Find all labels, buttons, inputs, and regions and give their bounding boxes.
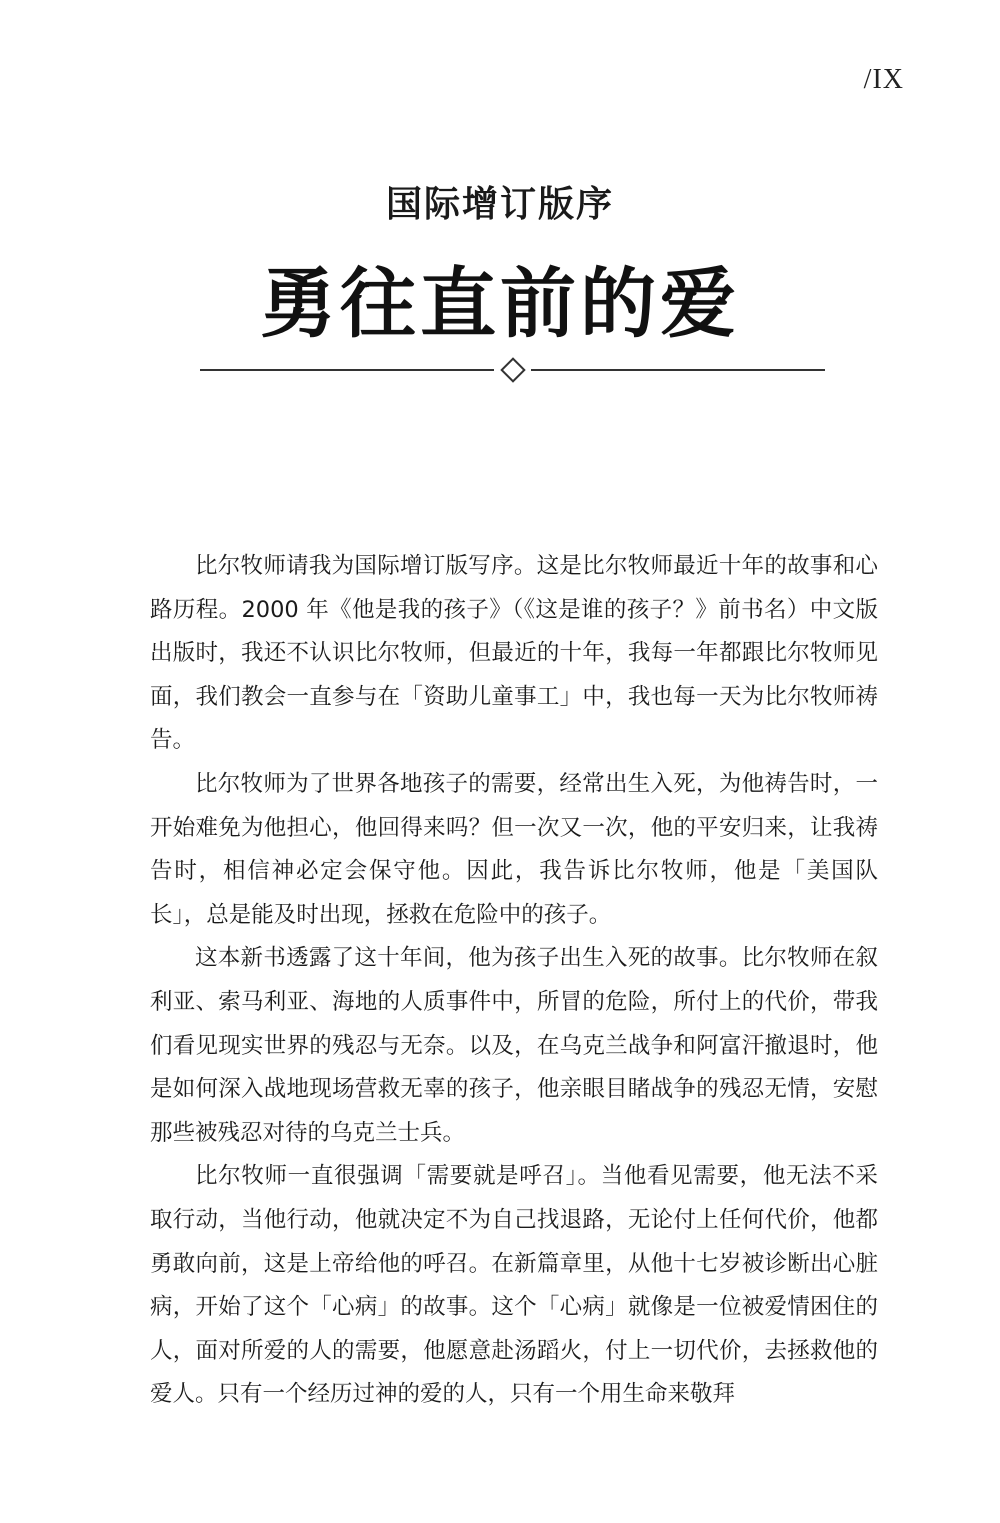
- divider-rule-left: [200, 369, 494, 371]
- paragraph-3: 这本新书透露了这十年间，他为孩子出生入死的故事。比尔牧师在叙利亚、索马利亚、海地的人质事件中，所冒的危险，所付上的代价，带我们看见现实世界的残忍与无奈。以及，在乌克兰战争和阿富汗撤退时，他是如何深入战地现场营救无辜的孩子，他亲眼目睹战争的残忍无情，安慰那些被残忍对待的乌克兰士兵。: [150, 945, 878, 1146]
- paragraph-4: 比尔牧师一直很强调「需要就是呼召」。当他看见需要，他无法不采取行动，当他行动，他就决定不为自己找退路，无论付上任何代价，他都勇敢向前，这是上帝给他的呼召。在新篇章里，从他十七岁被诊断出心脏病，开始了这个「心病」的故事。这个「心病」就像是一位被爱情困住的人，面对所爱的人的需要，他愿意赴汤蹈火，付上一切代价，去拯救他的爱人。只有一个经历过神的爱的人，只有一个用生命来敬拜: [150, 1163, 878, 1408]
- title-divider: [200, 356, 825, 384]
- divider-rule-right: [531, 369, 825, 371]
- paragraph-2: 比尔牧师为了世界各地孩子的需要，经常出生入死，为他祷告时，一开始难免为他担心，他回得来吗？但一次又一次，他的平安归来，让我祷告时，相信神必定会保守他。因此，我告诉比尔牧师，他是「美国队长」，总是能及时出现，拯救在危险中的孩子。: [150, 770, 878, 928]
- body-text: [150, 545, 878, 1417]
- diamond-icon: [500, 357, 525, 382]
- paragraph-1: 比尔牧师请我为国际增订版写序。这是比尔牧师最近十年的故事和心路历程。2000 年《他是我的孩子》（《这是谁的孩子？》前书名）中文版出版时，我还不认识比尔牧师，但最近的十年，我每一年都跟比尔牧师见面，我们教会一直参与在「资助儿童事工」中，我也每一天为比尔牧师祷告。: [150, 553, 878, 754]
- page-number: /IX: [863, 64, 904, 95]
- page-title: 勇往直前的爱: [260, 259, 740, 348]
- section-label: 国际增订版序: [385, 184, 614, 225]
